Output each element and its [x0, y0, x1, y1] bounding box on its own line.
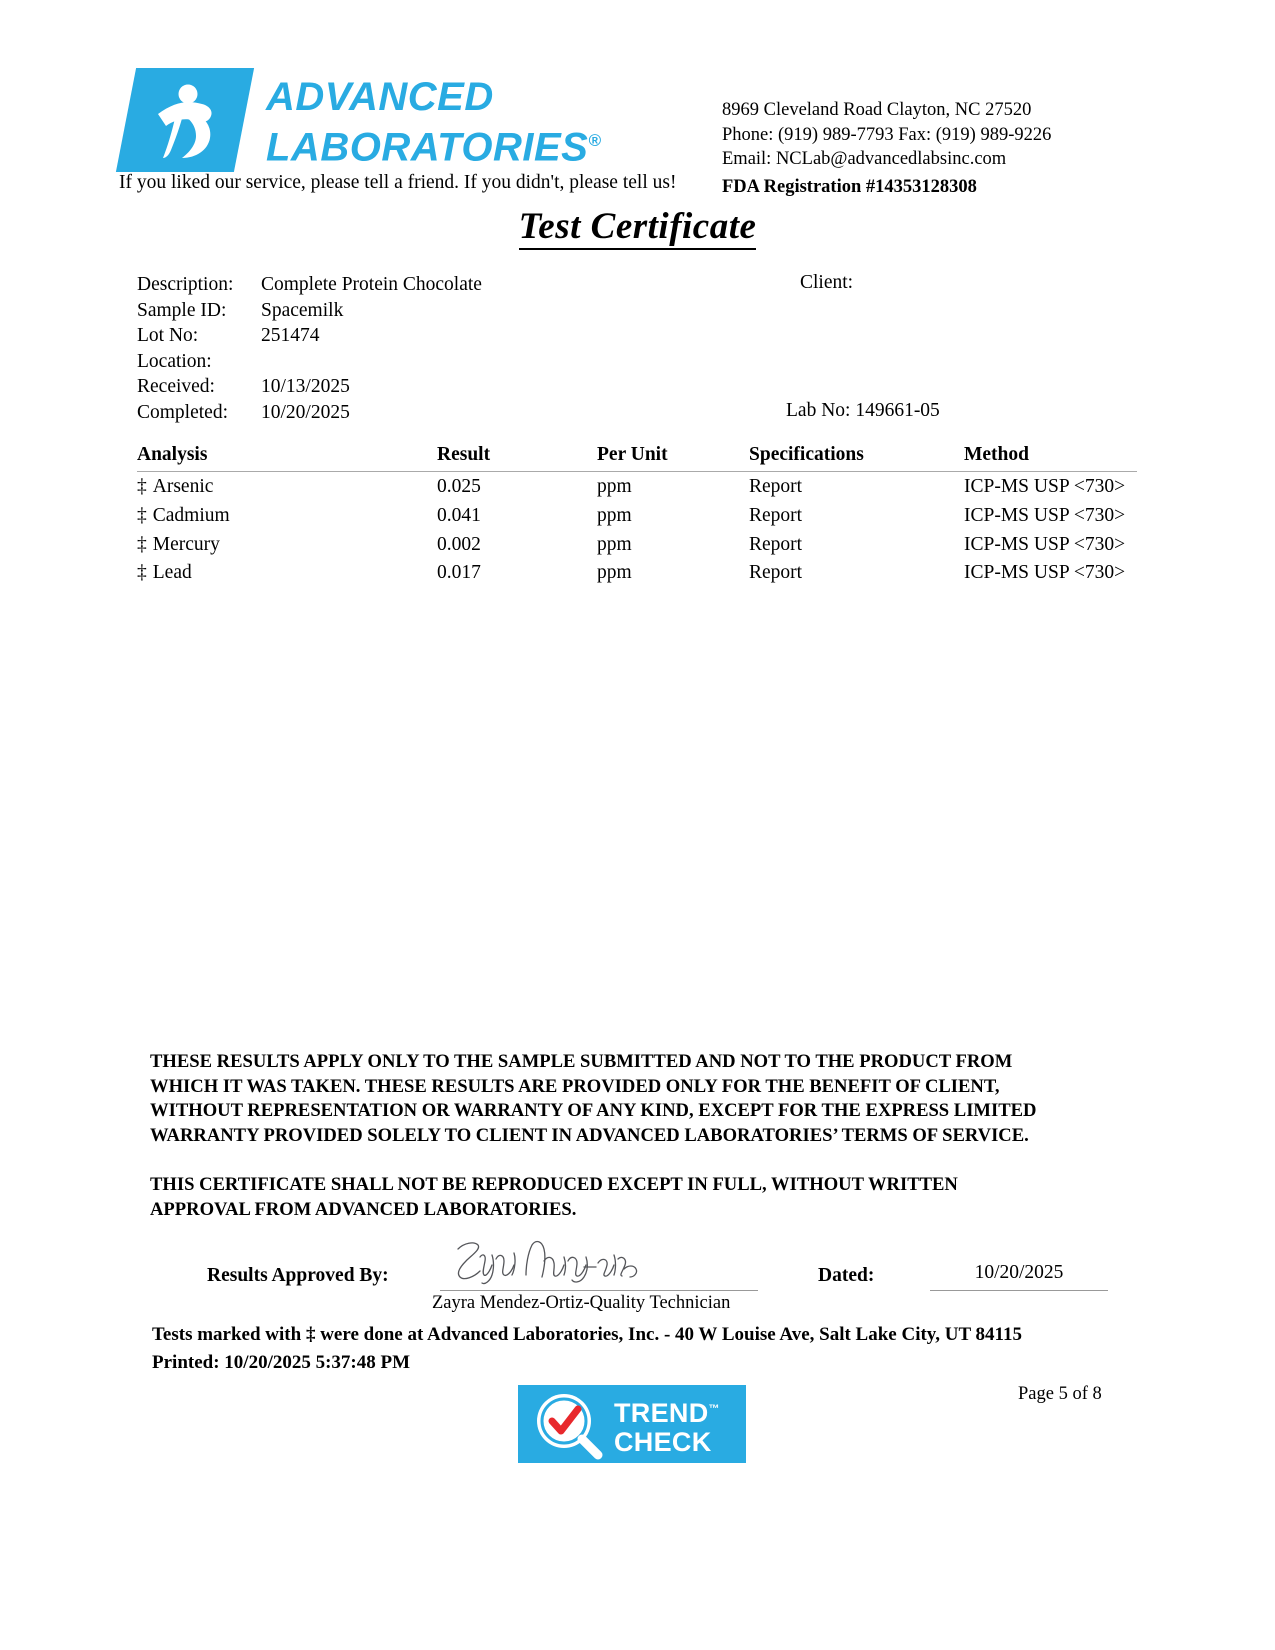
info-value: 251474 [261, 325, 320, 347]
info-label: Location: [137, 350, 212, 372]
dagger-marker: ‡ [137, 476, 147, 497]
contact-phone-fax: Phone: (919) 989-7793 Fax: (919) 989-9226 [722, 124, 1052, 145]
cell-analysis [137, 534, 437, 556]
contact-info [722, 98, 1051, 199]
page-title: Test Certificate [0, 205, 1275, 248]
cell-analysis [137, 562, 437, 584]
logo-line-laboratories: LABORATORIES® [266, 125, 602, 170]
cell-specification: Report [749, 562, 803, 584]
disclaimer-line: WHICH IT WAS TAKEN. THESE RESULTS ARE PROVIDED ONLY FOR THE BENEFIT OF CLIENT, [150, 1075, 1000, 1097]
page-number: Page 5 of 8 [1018, 1384, 1102, 1404]
disclaimer-block [150, 1050, 1095, 1222]
info-row-lot-no [137, 323, 482, 349]
contact-email: Email: NCLab@advancedlabsinc.com [722, 149, 1007, 169]
info-row-description [137, 272, 482, 298]
table-row [137, 558, 1137, 587]
info-value: 10/13/2025 [261, 376, 350, 398]
printed-timestamp: Printed: 10/20/2025 5:37:48 PM [152, 1352, 411, 1373]
analysis-name: Arsenic [152, 476, 214, 497]
table-row [137, 530, 1137, 559]
contact-address: 8969 Cleveland Road Clayton, NC 27520 [722, 100, 1032, 120]
analysis-name: Cadmium [152, 504, 230, 526]
cell-unit: ppm [597, 533, 632, 555]
cell-unit: ppm [597, 504, 632, 526]
info-row-sample-id [137, 298, 482, 324]
fda-registration: FDA Registration #14353128308 [722, 176, 977, 197]
cell-analysis [137, 505, 437, 527]
signature-image [452, 1235, 642, 1287]
tagline-text: If you liked our service, please tell a friend. If you didn't, please tell us! [119, 172, 677, 193]
results-approved-by-label: Results Approved By: [207, 1265, 389, 1286]
table-row [137, 501, 1137, 530]
info-row-received [137, 374, 482, 400]
info-row-location [137, 349, 482, 375]
cell-specification: Report [749, 504, 803, 526]
table-row [137, 472, 1137, 501]
cell-unit: ppm [597, 562, 632, 584]
logo-line-advanced: ADVANCED [266, 75, 494, 119]
info-label: Lot No: [137, 325, 199, 347]
trend-check-logo [518, 1385, 746, 1463]
column-header-specifications: Specifications [749, 444, 864, 465]
disclaimer-line: APPROVAL FROM ADVANCED LABORATORIES. [150, 1198, 577, 1220]
table-header-row [137, 444, 1137, 471]
signature-underline [440, 1290, 758, 1291]
tests-marked-note: Tests marked with ‡ were done at Advanced Laboratories, Inc. - 40 W Louise Ave, Salt Lake City, UT 84115 [152, 1324, 1023, 1345]
cell-result: 0.002 [437, 533, 481, 555]
info-value: 10/20/2025 [261, 401, 350, 423]
analysis-name: Mercury [152, 533, 220, 555]
cell-unit: ppm [597, 476, 632, 497]
cell-method: ICP-MS USP <730> [964, 476, 1126, 497]
dagger-marker: ‡ [137, 504, 147, 526]
cell-method: ICP-MS USP <730> [964, 533, 1126, 555]
dagger-marker: ‡ [137, 562, 147, 584]
dated-underline [930, 1290, 1108, 1291]
disclaimer-line: WITHOUT REPRESENTATION OR WARRANTY OF ANY KIND, EXCEPT FOR THE EXPRESS LIMITED [150, 1100, 1037, 1122]
cell-result: 0.025 [437, 476, 481, 497]
column-header-per-unit: Per Unit [597, 444, 668, 465]
cell-specification: Report [749, 476, 803, 497]
cell-specification: Report [749, 533, 803, 555]
disclaimer-line: WARRANTY PROVIDED SOLELY TO CLIENT IN ADVANCED LABORATORIES’ TERMS OF SERVICE. [150, 1124, 1029, 1146]
info-label: Received: [137, 376, 215, 398]
paragraph-spacer [150, 1148, 1095, 1173]
client-label: Client: [800, 272, 854, 293]
cell-method: ICP-MS USP <730> [964, 504, 1126, 526]
sample-info-block [137, 272, 482, 426]
registered-mark: ® [588, 131, 602, 150]
logo-wordmark [266, 75, 601, 169]
trend-line-2: CHECK [614, 1427, 712, 1457]
info-row-completed [137, 400, 482, 426]
cell-analysis [137, 476, 437, 498]
results-table [137, 444, 1137, 587]
column-header-method: Method [964, 444, 1029, 465]
check-magnifier-icon [518, 1385, 610, 1463]
cell-result: 0.041 [437, 504, 481, 526]
trademark-mark: ™ [708, 1403, 720, 1415]
trend-line-1: TREND™ [614, 1398, 720, 1428]
dated-value: 10/20/2025 [974, 1262, 1064, 1283]
info-value: Spacemilk [261, 299, 344, 321]
lab-number: Lab No: 149661-05 [786, 400, 940, 421]
info-value: Complete Protein Chocolate [261, 274, 482, 295]
trend-check-wordmark [614, 1395, 720, 1457]
analysis-name: Lead [152, 562, 192, 584]
column-header-analysis: Analysis [137, 444, 208, 465]
info-label: Completed: [137, 401, 228, 423]
disclaimer-line: THESE RESULTS APPLY ONLY TO THE SAMPLE SUBMITTED AND NOT TO THE PRODUCT FROM [150, 1051, 1013, 1072]
info-label: Description: [137, 274, 234, 295]
info-label: Sample ID: [137, 299, 227, 321]
dagger-marker: ‡ [137, 533, 147, 555]
page-header [0, 0, 1275, 200]
signatory-name: Zayra Mendez-Ortiz-Quality Technician [432, 1293, 731, 1313]
runner-figure-icon [126, 68, 244, 172]
column-header-result: Result [437, 444, 491, 465]
cell-result: 0.017 [437, 562, 481, 584]
dated-label: Dated: [818, 1265, 875, 1286]
cell-method: ICP-MS USP <730> [964, 562, 1126, 584]
disclaimer-line: THIS CERTIFICATE SHALL NOT BE REPRODUCED EXCEPT IN FULL, WITHOUT WRITTEN [150, 1173, 958, 1195]
